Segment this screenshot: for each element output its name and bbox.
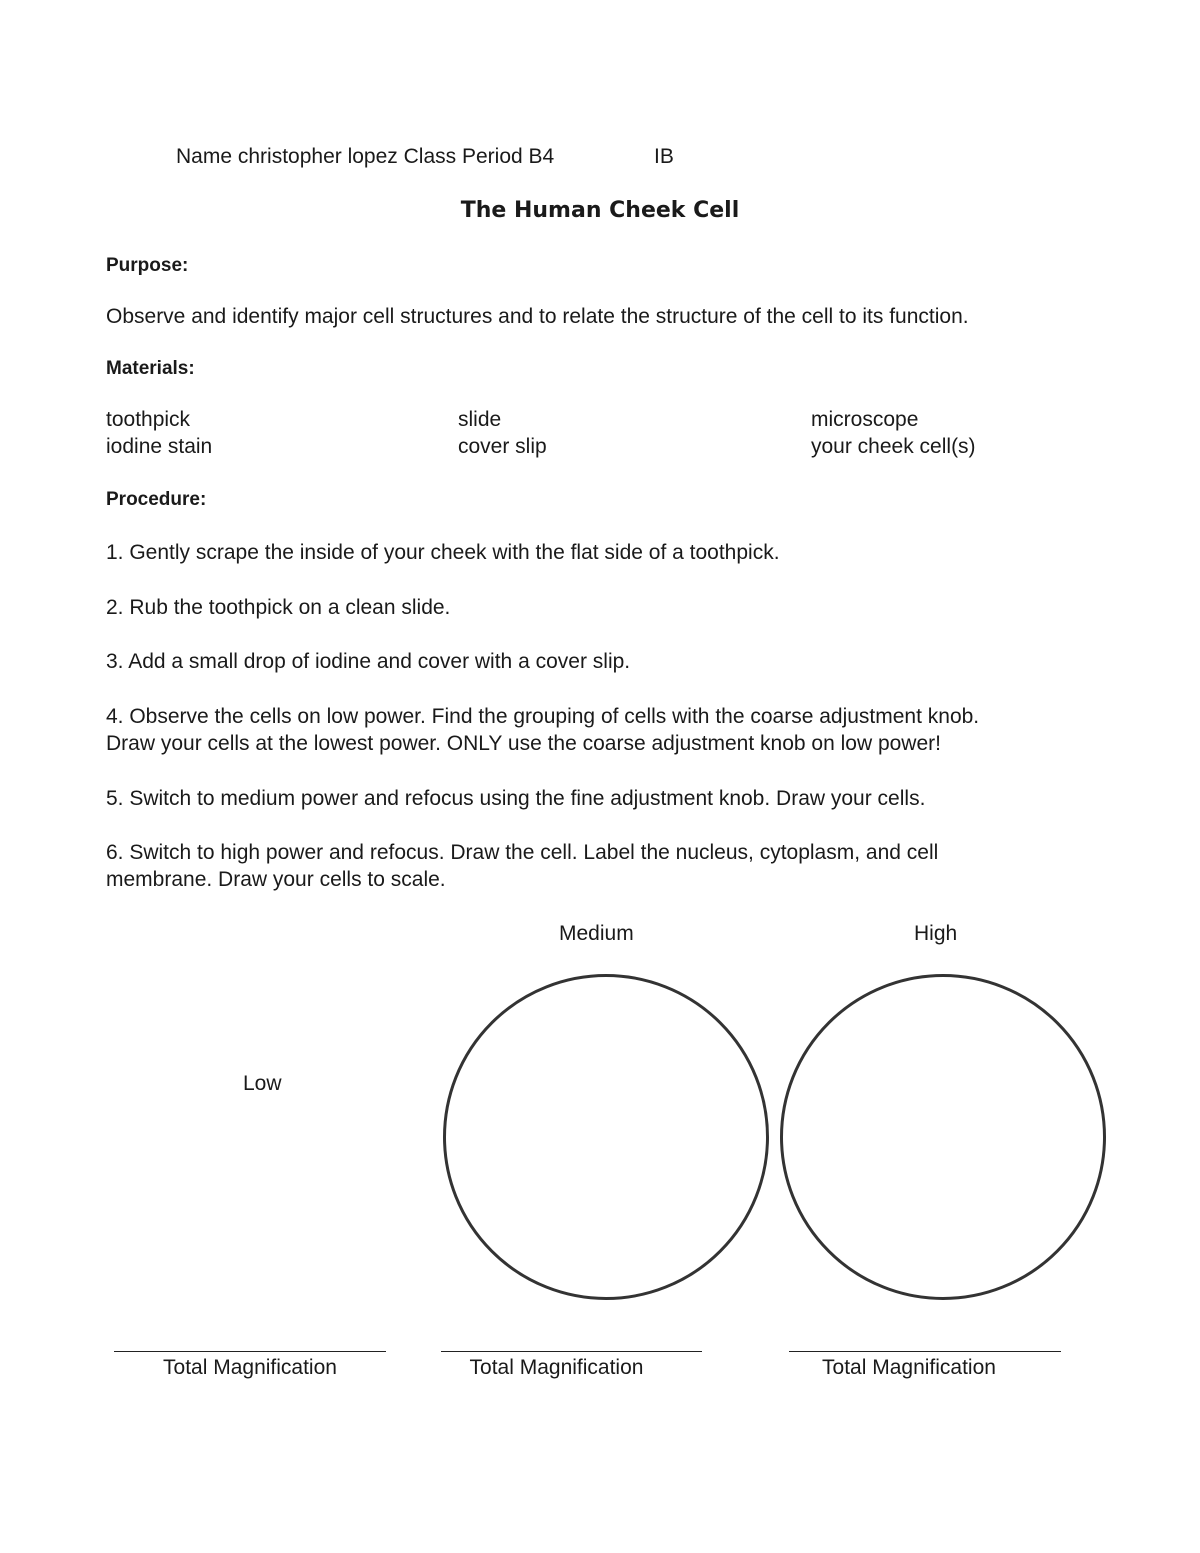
material-item: toothpick: [106, 408, 191, 431]
material-item: cover slip: [458, 435, 547, 458]
purpose-heading: Purpose:: [106, 255, 189, 276]
class-period-label: Class Period: [403, 145, 523, 168]
material-item: your cheek cell(s): [811, 435, 976, 458]
high-power-field-circle: [780, 974, 1106, 1300]
page-title: The Human Cheek Cell: [460, 198, 740, 223]
purpose-text: Observe and identify major cell structures and to relate the structure of the cell to its function.: [106, 305, 969, 328]
procedure-step: 2. Rub the toothpick on a clean slide.: [106, 596, 451, 619]
procedure-step: 4. Observe the cells on low power. Find the grouping of cells with the coarse adjustment knob.: [106, 705, 980, 728]
high-power-label: High: [914, 922, 958, 945]
procedure-step-continued: Draw your cells at the lowest power. ONLY use the coarse adjustment knob on low power!: [106, 732, 941, 755]
name-value: christopher lopez: [237, 145, 398, 168]
material-item: iodine stain: [106, 435, 213, 458]
high-magnification-label: Total Magnification: [822, 1356, 996, 1379]
program-label: IB: [654, 145, 674, 168]
medium-magnification-answer-line[interactable]: [441, 1351, 702, 1352]
high-magnification-answer-line[interactable]: [789, 1351, 1061, 1352]
procedure-step: 1. Gently scrape the inside of your cheek with the flat side of a toothpick.: [106, 541, 780, 564]
materials-heading: Materials:: [106, 358, 195, 379]
medium-magnification-label: Total Magnification: [469, 1356, 644, 1379]
low-magnification-label: Total Magnification: [163, 1356, 337, 1379]
procedure-step-continued: membrane. Draw your cells to scale.: [106, 868, 446, 891]
name-label: Name: [176, 145, 233, 168]
medium-power-field-circle: [443, 974, 769, 1300]
material-item: microscope: [811, 408, 919, 431]
procedure-step: 6. Switch to high power and refocus. Draw the cell. Label the nucleus, cytoplasm, and cell: [106, 841, 939, 864]
student-info-line: [176, 143, 554, 170]
procedure-heading: Procedure:: [106, 489, 207, 510]
low-power-label: Low: [243, 1072, 282, 1095]
medium-power-label: Medium: [559, 922, 634, 945]
procedure-step: 3. Add a small drop of iodine and cover with a cover slip.: [106, 650, 631, 673]
material-item: slide: [458, 408, 502, 431]
procedure-step: 5. Switch to medium power and refocus using the fine adjustment knob. Draw your cells.: [106, 787, 926, 810]
low-magnification-answer-line[interactable]: [114, 1351, 386, 1352]
class-period-value: B4: [528, 145, 555, 168]
